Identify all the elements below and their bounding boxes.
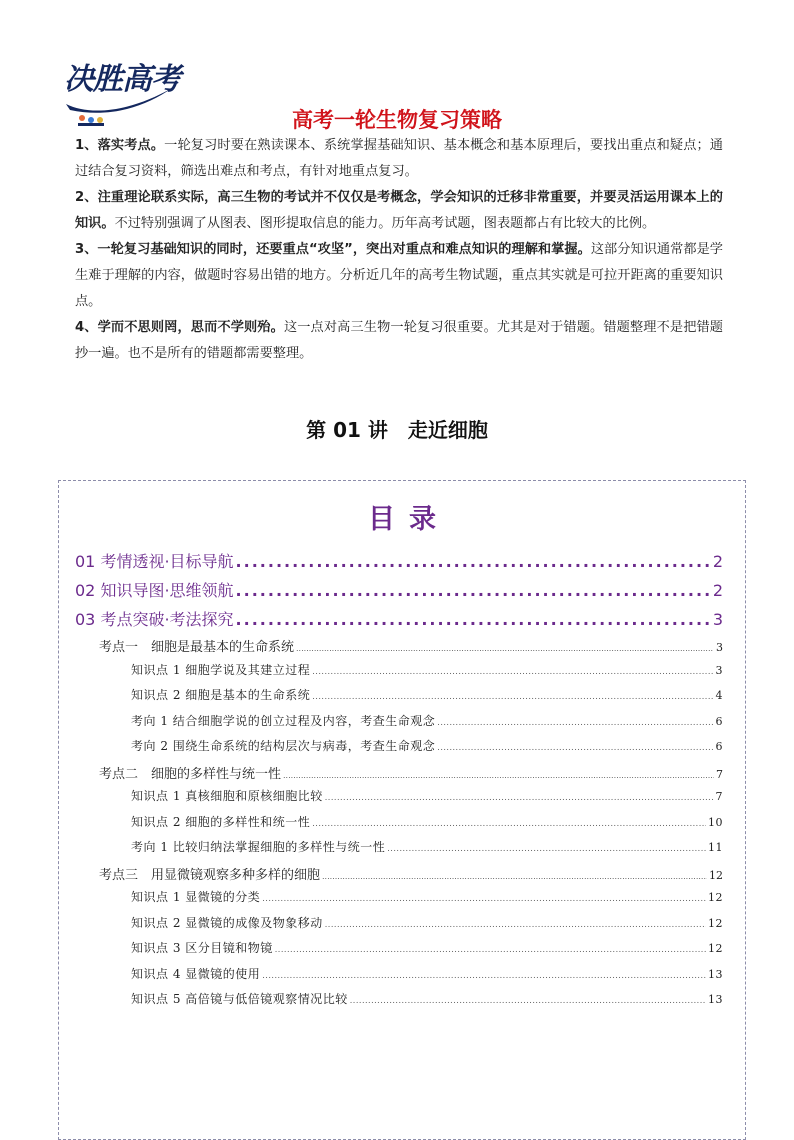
toc-leader-dots (325, 793, 714, 802)
toc-entry[interactable] (75, 578, 723, 607)
toc-leader-dots (325, 920, 706, 929)
toc-leader-dots (236, 610, 711, 629)
toc-entry-page: 4 (715, 689, 723, 702)
toc-entry[interactable] (75, 864, 723, 889)
toc-entry-page: 12 (709, 868, 723, 882)
toc-entry-label: 考点一 细胞是最基本的生命系统 (99, 640, 295, 655)
strategy-body: 这一点对高三生物一轮复习很重要。尤其是对于错题。错题整理不是把错题抄一遍。也不是所有的错题都需要整理。 (75, 320, 723, 361)
toc-entry-label: 考点二 细胞的多样性与统一性 (99, 766, 282, 782)
toc-entry[interactable] (75, 549, 723, 578)
toc-entry-page: 10 (708, 815, 723, 829)
toc-entry-label: 知识点 5 高倍镜与低倍镜观察情况比较 (131, 992, 348, 1006)
toc-entry-page: 11 (708, 841, 723, 854)
toc-heading: 目录 (368, 504, 450, 535)
toc-entry[interactable] (75, 712, 723, 738)
toc-leader-dots (437, 743, 713, 752)
strategy-section (75, 133, 723, 367)
toc-leader-dots (236, 552, 711, 571)
toc-entry-label: 知识点 1 真核细胞和原核细胞比较 (131, 789, 323, 803)
toc-entry-label: 知识点 1 细胞学说及其建立过程 (131, 662, 311, 677)
strategy-head: 3、一轮复习基础知识的同时，还要重点“攻坚”，突出对重点和难点知识的理解和掌握。 (75, 242, 591, 257)
toc-entry[interactable] (75, 737, 723, 763)
toc-entry-label: 知识点 3 区分目镜和物镜 (131, 941, 273, 955)
toc-leader-dots (322, 872, 707, 881)
toc-entry-label: 01 考情透视·目标导航 (75, 552, 234, 571)
strategy-body: 一轮复习时要在熟读课本、系统掌握基础知识、基本概念和基本原理后，要找出重点和疑点；通过结合复习资料，筛选出难点和考点，有针对地重点复习。 (75, 138, 723, 179)
toc-entry-label: 知识点 2 显微镜的成像及物象移动 (131, 915, 323, 930)
toc-leader-dots (236, 581, 711, 600)
toc-entry-page: 6 (715, 714, 723, 728)
strategy-head: 1、落实考点。 (75, 138, 165, 153)
toc-entry-page: 13 (708, 967, 723, 981)
toc-entry-label: 知识点 4 显微镜的使用 (131, 966, 261, 981)
lecture-title: 第 01 讲 走近细胞 (306, 418, 488, 442)
toc-entry-page: 3 (712, 610, 723, 629)
toc-leader-dots (262, 971, 706, 980)
toc-entry-page: 12 (708, 916, 723, 930)
strategy-body: 这部分知识通常都是学生难于理解的内容，做题时容易出错的地方。分析近几年的高考生物试题，重点其实就是可拉开距离的重要知识点。 (75, 242, 723, 309)
toc-leader-dots (387, 844, 706, 853)
toc-entry-label: 知识点 2 细胞的多样性和统一性 (131, 814, 311, 829)
toc-entry[interactable] (75, 787, 723, 813)
toc-leader-dots (262, 894, 706, 903)
toc-entry-page: 6 (715, 740, 723, 753)
toc-entry[interactable] (75, 914, 723, 940)
toc-entry-label: 知识点 2 细胞是基本的生命系统 (131, 688, 311, 702)
toc-entry-label: 考向 1 比较归纳法掌握细胞的多样性与统一性 (131, 840, 386, 854)
toc-leader-dots (296, 644, 714, 653)
toc-entry-page: 13 (708, 993, 723, 1006)
toc-entry-page: 2 (712, 581, 723, 600)
toc-entry[interactable] (75, 607, 723, 636)
toc-entry-label: 知识点 1 显微镜的分类 (131, 890, 261, 904)
toc-entry-page: 7 (715, 790, 723, 803)
toc-entry-page: 12 (708, 942, 723, 955)
toc-entry-page: 12 (708, 891, 723, 904)
toc-entry-page: 7 (716, 767, 723, 781)
toc-list (75, 549, 723, 1016)
strategy-paragraph (75, 237, 723, 315)
toc-entry-label: 03 考点突破·考法探究 (75, 610, 234, 629)
strategy-body: 不过特别强调了从图表、图形提取信息的能力。历年高考试题，图表题都占有比较大的比例。 (114, 216, 656, 231)
toc-entry[interactable] (75, 763, 723, 788)
table-of-contents (58, 480, 746, 1140)
toc-entry[interactable] (75, 939, 723, 965)
toc-entry[interactable] (75, 636, 723, 661)
toc-entry-label: 考向 1 结合细胞学说的创立过程及内容，考查生命观念 (131, 713, 436, 728)
strategy-paragraph (75, 185, 723, 237)
toc-entry-label: 考向 2 围绕生命系统的结构层次与病毒，考查生命观念 (131, 739, 436, 753)
toc-leader-dots (275, 945, 706, 954)
toc-entry[interactable] (75, 888, 723, 914)
toc-entry[interactable] (75, 990, 723, 1016)
toc-entry-label: 考点三 用显微镜观察多种多样的细胞 (99, 867, 321, 883)
strategy-head: 2、注重理论联系实际，高三生物的考试并不仅仅是考概念，学会知识的迁移非常重要，并要灵活运用课本上的知识。 (75, 190, 723, 231)
toc-leader-dots (312, 692, 713, 701)
toc-leader-dots (350, 996, 706, 1005)
strategy-head: 4、学而不思则罔，思而不学则殆。 (75, 320, 284, 335)
toc-entry[interactable] (75, 965, 723, 991)
toc-leader-dots (283, 771, 714, 780)
toc-leader-dots (312, 667, 713, 676)
toc-entry[interactable] (75, 813, 723, 839)
toc-entry-page: 2 (712, 552, 723, 571)
strategy-paragraph (75, 133, 723, 185)
toc-entry-page: 3 (716, 641, 723, 654)
toc-entry-label: 02 知识导图·思维领航 (75, 581, 234, 600)
logo-text: 决胜高考 (64, 62, 180, 97)
toc-entry-page: 3 (715, 663, 723, 677)
toc-entry[interactable] (75, 661, 723, 687)
toc-entry[interactable] (75, 686, 723, 712)
page-title: 高考一轮生物复习策略 (292, 108, 502, 132)
toc-leader-dots (312, 819, 706, 828)
toc-leader-dots (437, 718, 713, 727)
strategy-paragraph (75, 315, 723, 367)
toc-entry[interactable] (75, 838, 723, 864)
